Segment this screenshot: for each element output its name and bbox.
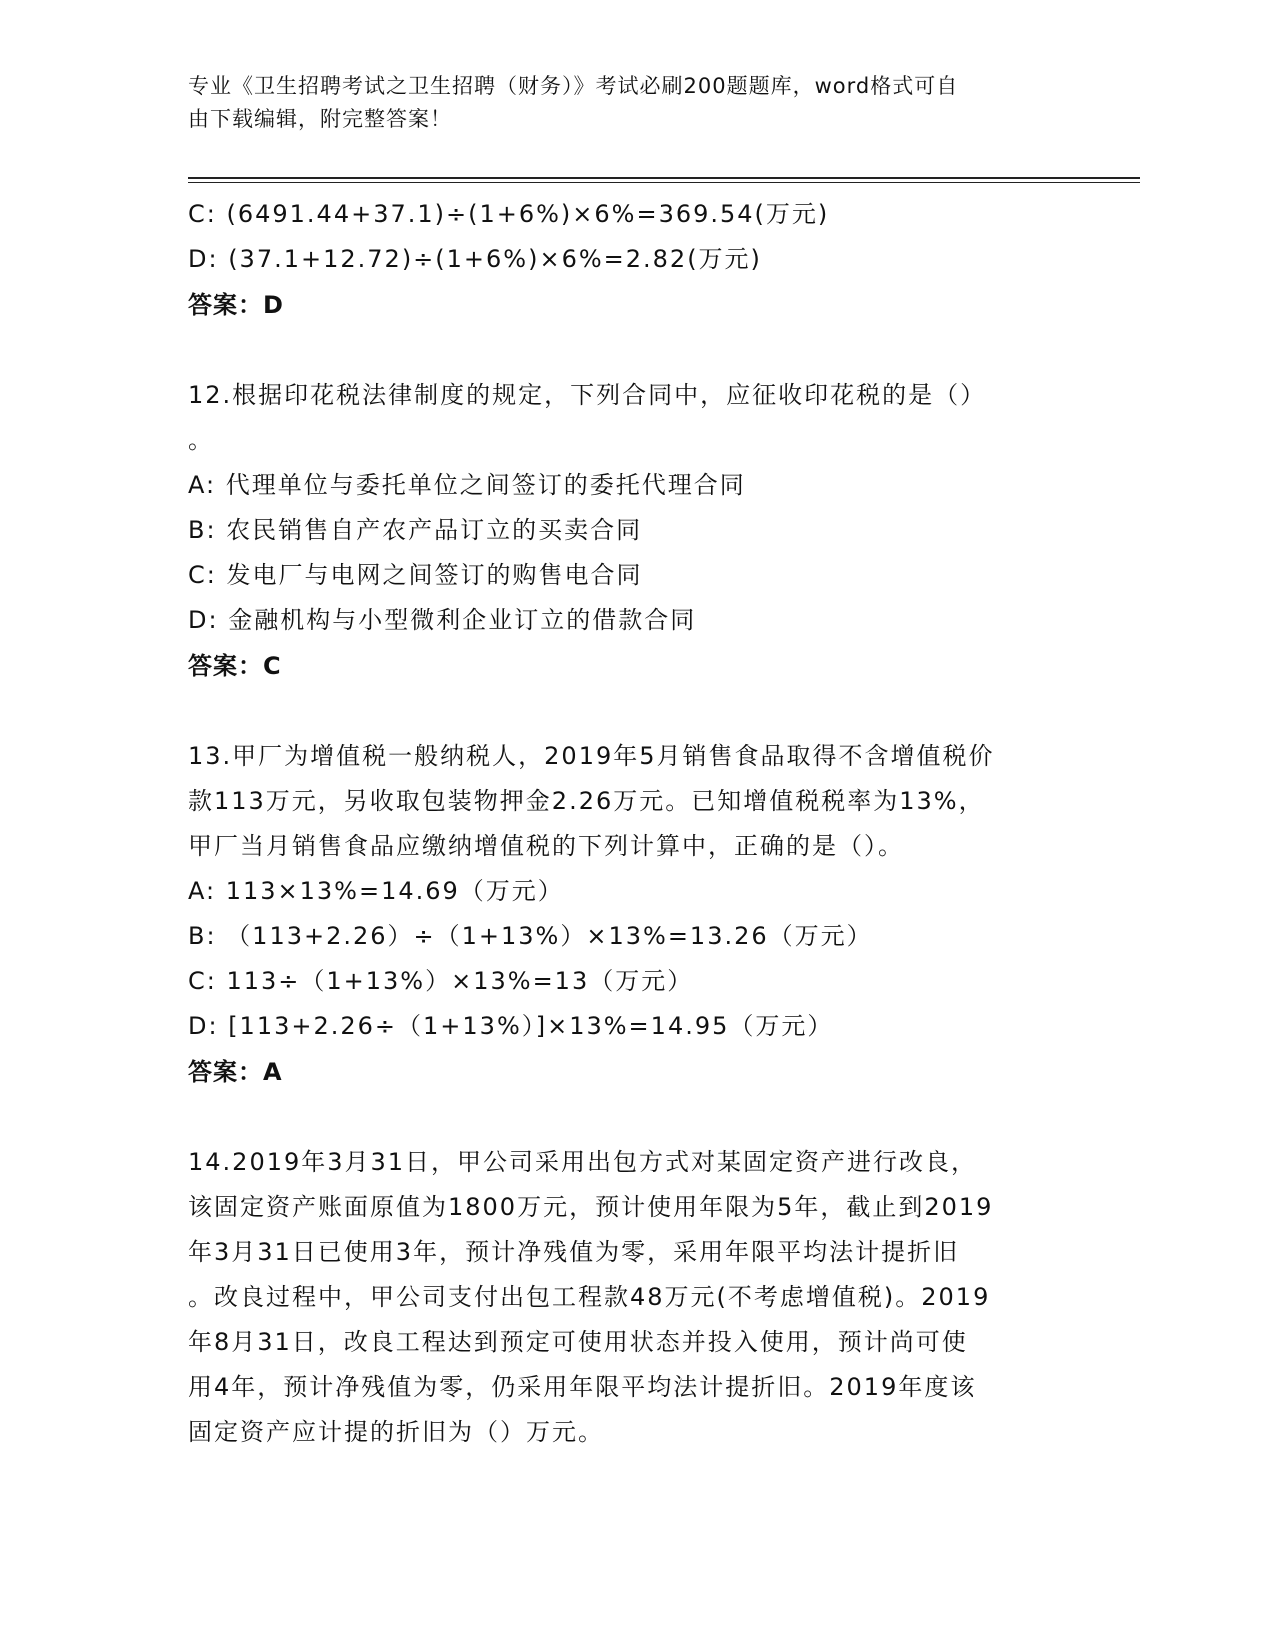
question-12 (188, 373, 1088, 690)
question-stem-line: 甲厂当月销售食品应缴纳增值税的下列计算中，正确的是（）。 (188, 832, 904, 860)
answer-label: 答案：A (188, 1058, 283, 1086)
header-title-line-1: 专业《卫生招聘考试之卫生招聘（财务）》考试必刷200题题库，word格式可自 (188, 74, 959, 98)
question-stem-line: 款113万元，另收取包装物押金2.26万元。已知增值税税率为13%， (188, 787, 985, 815)
page-header (188, 70, 1068, 136)
option-c: C: (6491.44+37.1)÷(1+6%)×6%=369.54(万元) (188, 200, 830, 228)
question-stem-line: 该固定资产账面原值为1800万元，预计使用年限为5年，截止到2019 (188, 1193, 994, 1221)
option-c: C: 发电厂与电网之间签订的购售电合同 (188, 561, 643, 589)
option-d: D: 金融机构与小型微利企业订立的借款合同 (188, 606, 697, 634)
question-stem-continued: 。 (188, 426, 214, 454)
question-stem: 12.根据印花税法律制度的规定，下列合同中，应征收印花税的是（） (188, 381, 987, 409)
option-d: D: [113+2.26÷（1+13%）]×13%=14.95（万元） (188, 1012, 834, 1040)
question-stem-line: 13.甲厂为增值税一般纳税人，2019年5月销售食品取得不含增值税价 (188, 742, 995, 770)
answer-label: 答案：C (188, 652, 282, 680)
document-body (188, 192, 1088, 1455)
question-stem-line: 。改良过程中，甲公司支付出包工程款48万元(不考虑增值税)。2019 (188, 1283, 991, 1311)
question-stem-line: 年3月31日已使用3年，预计净残值为零，采用年限平均法计提折旧 (188, 1238, 960, 1266)
spacer (188, 690, 1088, 734)
header-title-line-2: 由下载编辑，附完整答案！ (188, 107, 452, 131)
question-stem-line: 年8月31日，改良工程达到预定可使用状态并投入使用，预计尚可使 (188, 1328, 968, 1356)
option-b: B: 农民销售自产农产品订立的买卖合同 (188, 516, 643, 544)
question-14 (188, 1140, 1088, 1455)
option-c: C: 113÷（1+13%）×13%=13（万元） (188, 967, 694, 995)
question-stem-line: 用4年，预计净残值为零，仍采用年限平均法计提折旧。2019年度该 (188, 1373, 977, 1401)
option-a: A: 113×13%=14.69（万元） (188, 877, 564, 905)
question-stem-line: 14.2019年3月31日，甲公司采用出包方式对某固定资产进行改良， (188, 1148, 978, 1176)
option-a: A: 代理单位与委托单位之间签订的委托代理合同 (188, 471, 746, 499)
spacer (188, 1096, 1088, 1140)
spacer (188, 329, 1088, 373)
question-stem-line: 固定资产应计提的折旧为（）万元。 (188, 1418, 604, 1446)
header-divider-thick (188, 177, 1140, 179)
answer-label: 答案：D (188, 291, 284, 319)
option-d: D: (37.1+12.72)÷(1+6%)×6%=2.82(万元) (188, 245, 762, 273)
question-13 (188, 734, 1088, 1096)
option-b: B: （113+2.26）÷（1+13%）×13%=13.26（万元） (188, 922, 873, 950)
header-divider-thin (188, 182, 1140, 183)
question-11-continued (188, 192, 1088, 329)
